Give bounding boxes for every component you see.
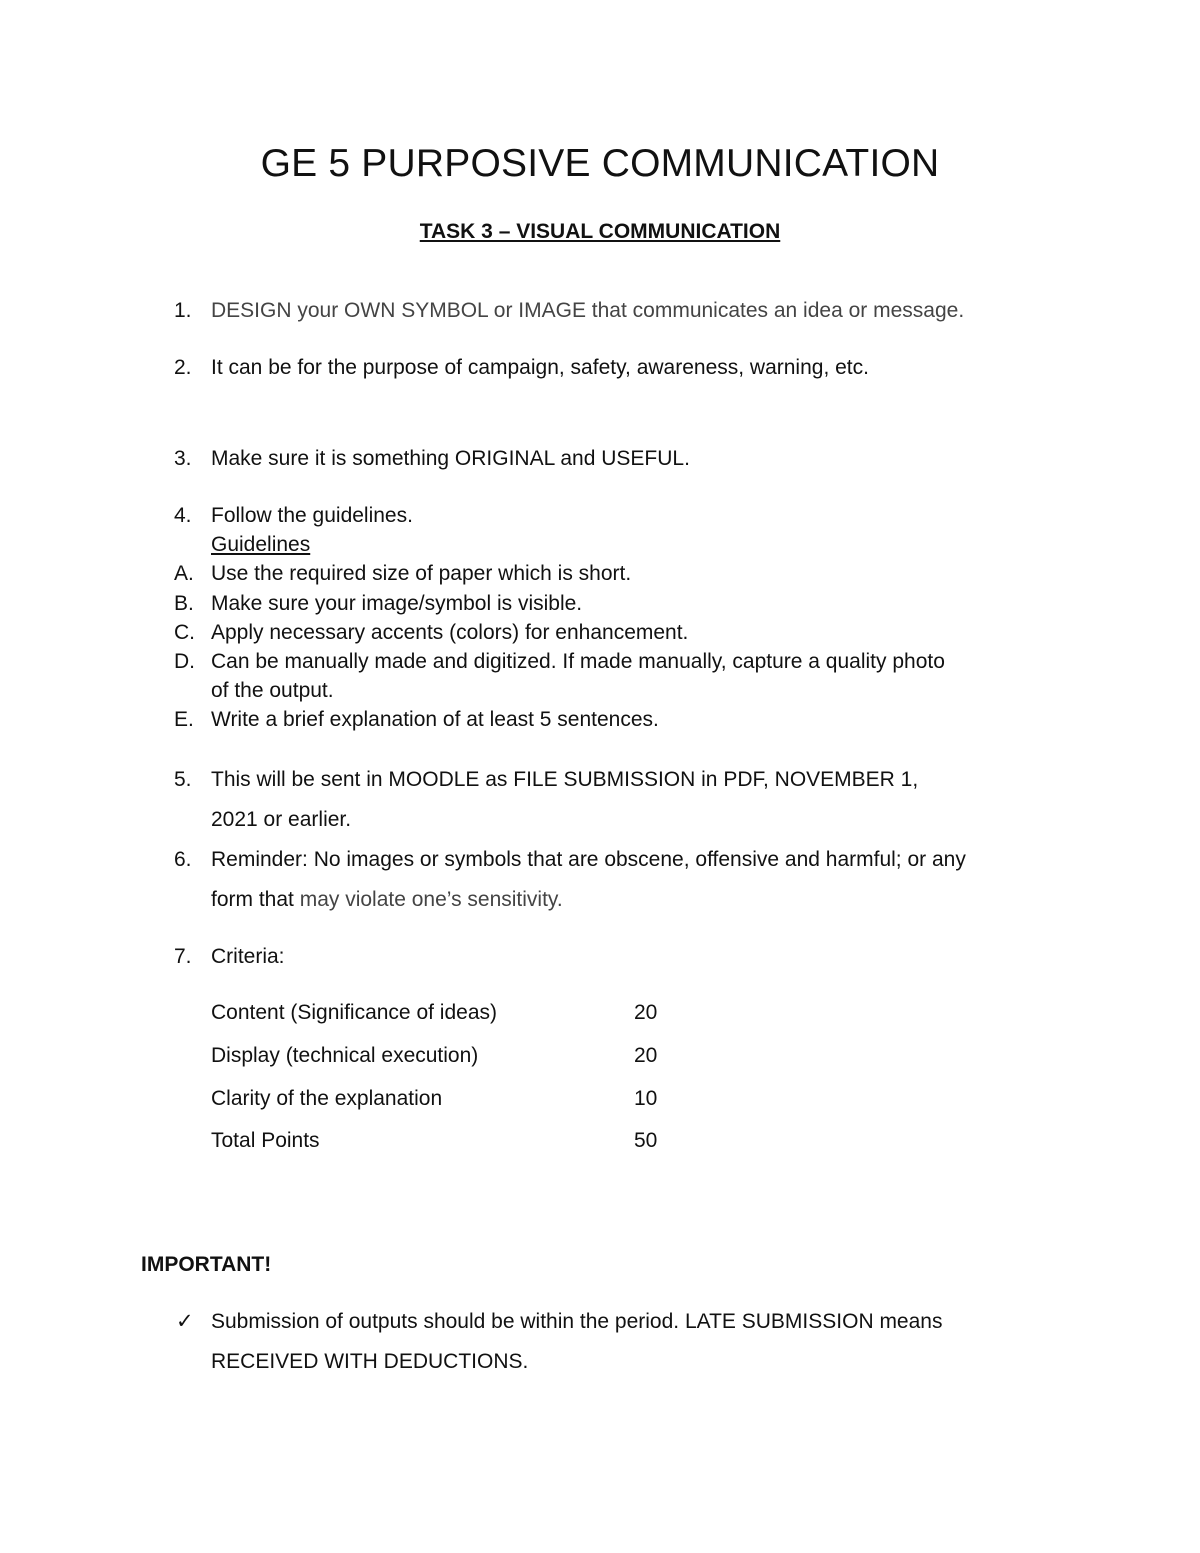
task-subtitle — [0, 220, 1200, 244]
guideline-b-letter: B. — [174, 592, 194, 615]
item-1-number: 1. — [174, 299, 192, 322]
guideline-a-letter: A. — [174, 562, 194, 585]
important-text: Submission of outputs should be within the period. LATE SUBMISSION means — [211, 1310, 943, 1333]
guideline-b-text: Make sure your image/symbol is visible. — [211, 592, 583, 615]
criteria-label: Content (Significance of ideas) — [211, 1001, 497, 1024]
item-3-text: Make sure it is something ORIGINAL and USEFUL. — [211, 447, 690, 470]
criteria-points: 10 — [634, 1087, 658, 1110]
guideline-d-letter: D. — [174, 650, 195, 673]
guideline-d-text-cont: of the output. — [211, 679, 334, 702]
guidelines-heading: Guidelines — [211, 533, 311, 556]
criteria-points: 20 — [634, 1044, 658, 1067]
guideline-c-text: Apply necessary accents (colors) for enhancement. — [211, 621, 689, 644]
item-6-text: Reminder: No images or symbols that are obscene, offensive and harmful; or any — [211, 848, 966, 871]
item-4-number: 4. — [174, 504, 192, 527]
guideline-a-text: Use the required size of paper which is short. — [211, 562, 632, 585]
guideline-c-letter: C. — [174, 621, 195, 644]
guideline-e-text: Write a brief explanation of at least 5 sentences. — [211, 708, 659, 731]
important-heading: IMPORTANT! — [141, 1253, 272, 1276]
item-6-number: 6. — [174, 848, 192, 871]
criteria-total-label: Total Points — [211, 1129, 320, 1152]
item-6-text-cont — [211, 887, 563, 913]
item-2-text: It can be for the purpose of campaign, safety, awareness, warning, etc. — [211, 356, 869, 379]
item-2-number: 2. — [174, 356, 192, 379]
item-7-text: Criteria: — [211, 945, 285, 968]
criteria-label: Display (technical execution) — [211, 1044, 479, 1067]
checkmark-icon: ✓ — [176, 1310, 194, 1333]
criteria-label: Clarity of the explanation — [211, 1087, 443, 1110]
item-4-text: Follow the guidelines. — [211, 504, 413, 527]
item-7-number: 7. — [174, 945, 192, 968]
item-5-number: 5. — [174, 768, 192, 791]
item-5-text-cont: 2021 or earlier. — [211, 808, 352, 831]
item-6-text-cont-a: form that — [211, 888, 300, 911]
criteria-total-points: 50 — [634, 1129, 658, 1152]
item-5-text: This will be sent in MOODLE as FILE SUBMISSION in PDF, NOVEMBER 1, — [211, 768, 919, 791]
item-6-text-cont-b: may violate one’s sensitivity. — [299, 888, 563, 911]
criteria-points: 20 — [634, 1001, 658, 1024]
item-3-number: 3. — [174, 447, 192, 470]
task-subtitle-text: TASK 3 – VISUAL COMMUNICATION — [419, 220, 781, 243]
guideline-d-text: Can be manually made and digitized. If made manually, capture a quality photo — [211, 650, 945, 673]
guideline-e-letter: E. — [174, 708, 194, 731]
important-text-cont: RECEIVED WITH DEDUCTIONS. — [211, 1350, 529, 1373]
document-title: GE 5 PURPOSIVE COMMUNICATION — [260, 142, 940, 185]
item-1-text: DESIGN your OWN SYMBOL or IMAGE that communicates an idea or message. — [211, 299, 965, 322]
